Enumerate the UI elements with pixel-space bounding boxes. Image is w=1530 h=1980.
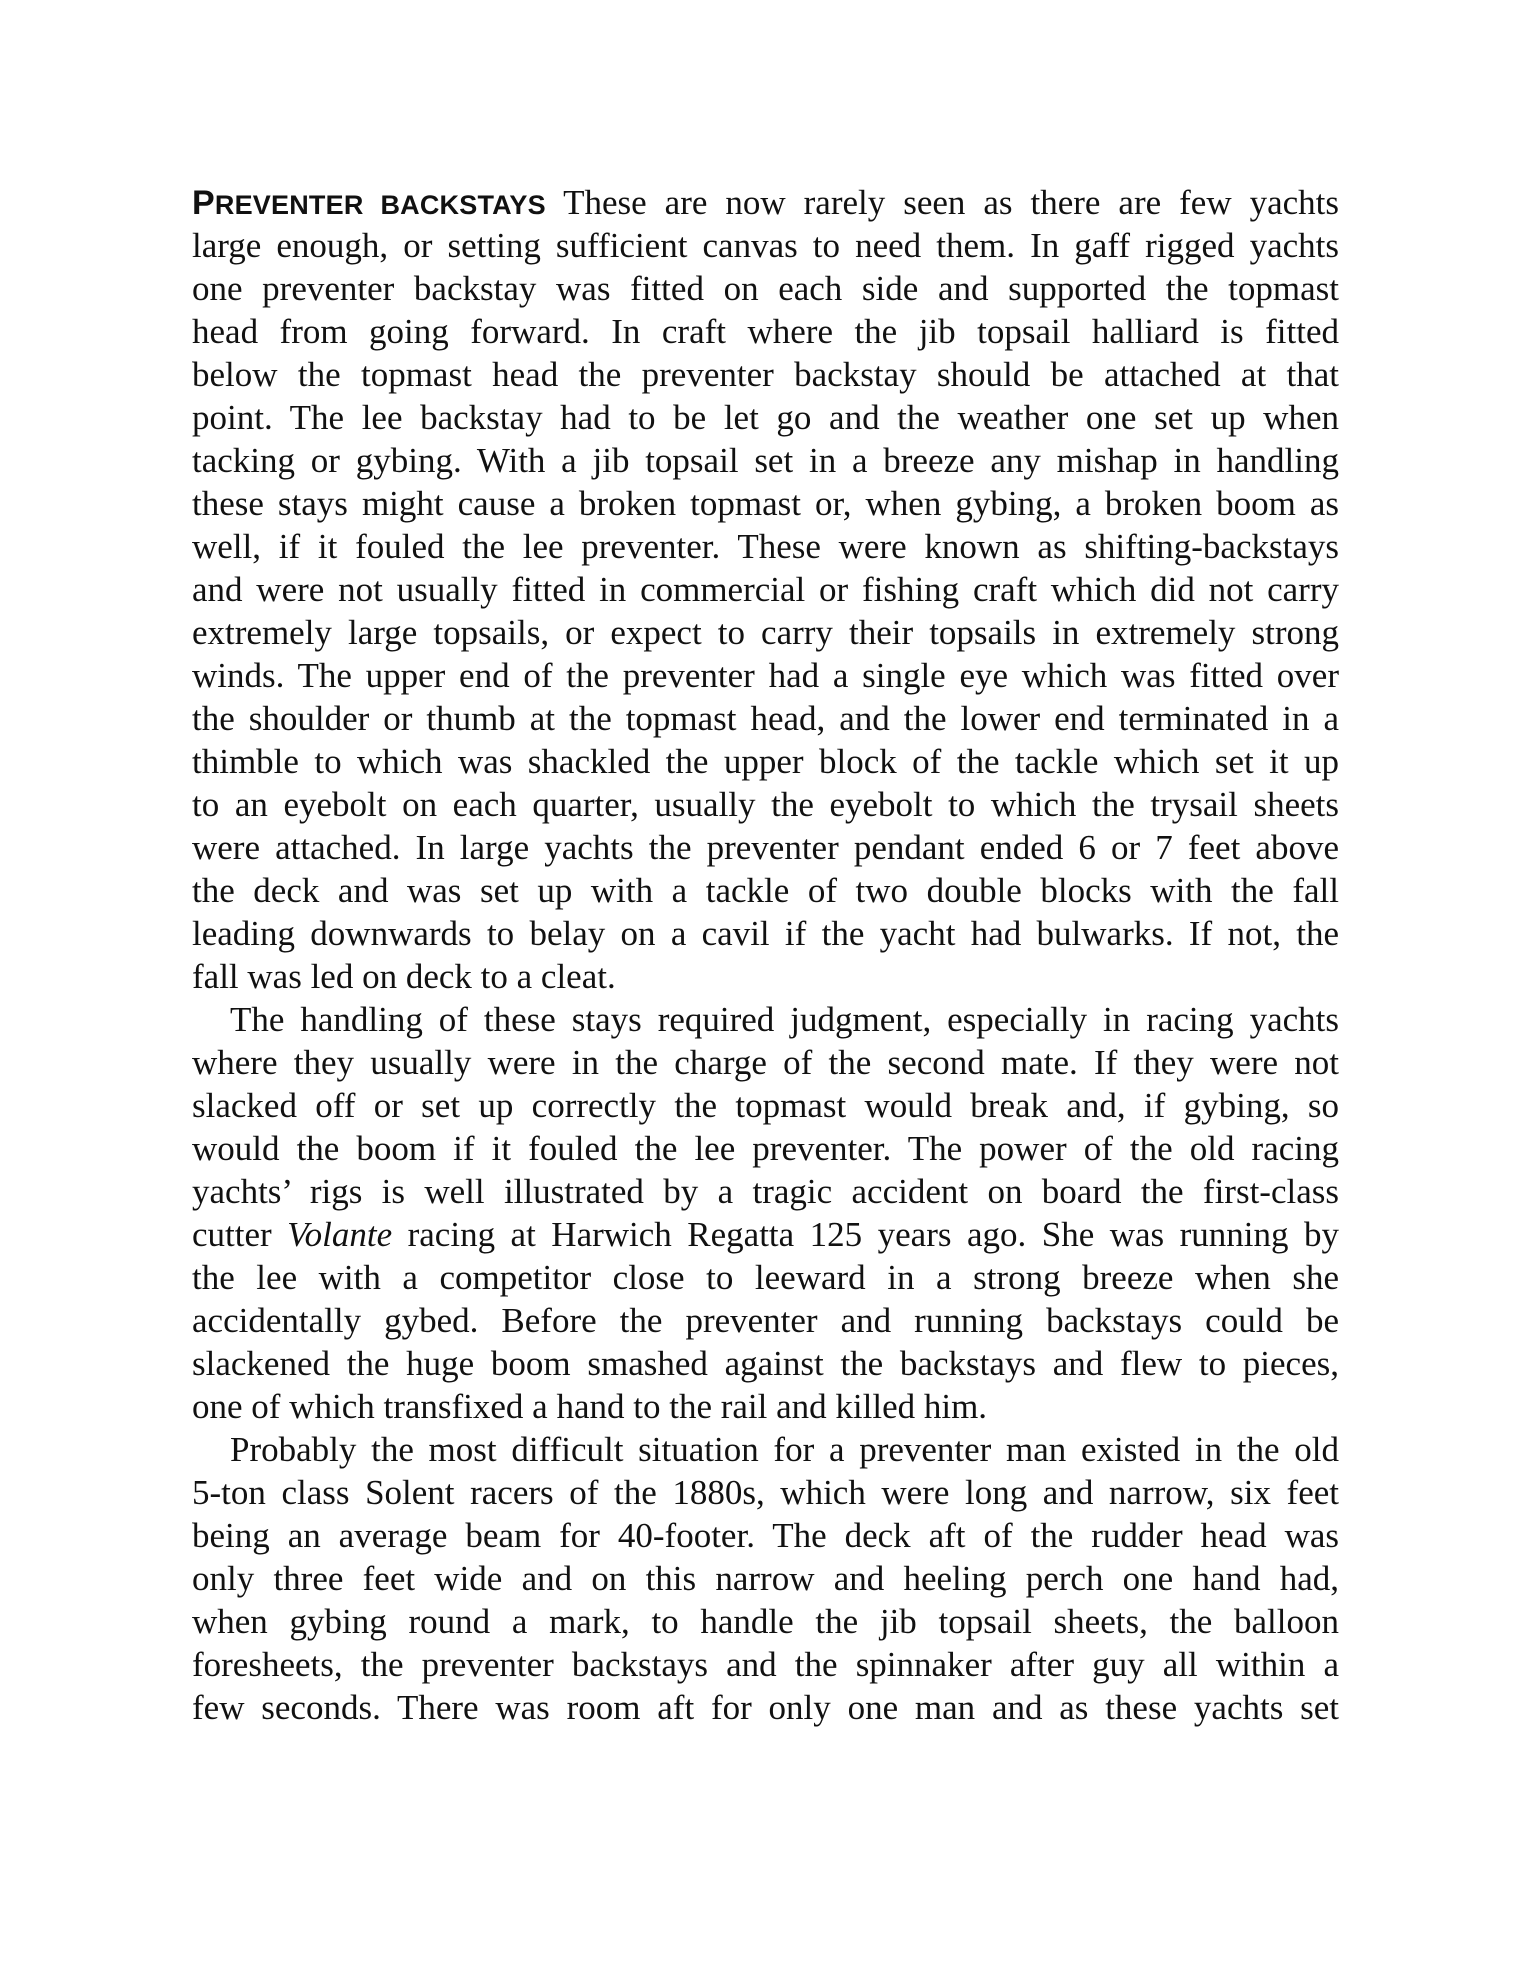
text-line: slacked off or set up correctly the topmast would break and, if gybing, so [192,1086,1339,1125]
text-line: being an average beam for 40-footer. The deck aft of the rudder head was [192,1516,1339,1555]
text-line: the shoulder or thumb at the topmast head, and the lower end terminated in a [192,699,1339,738]
text-line: one of which transfixed a hand to the rail and killed him. [192,1387,988,1426]
text-line: well, if it fouled the lee preventer. These were known as shifting-backstays [192,527,1339,566]
text-line: The handling of these stays required judgment, especially in racing yachts [230,1000,1339,1039]
vessel-name: Volante [287,1215,393,1254]
text-line: PREVENTER BACKSTAYS These are now rarely seen as there are few yachts [192,183,1339,222]
text-line: were attached. In large yachts the preventer pendant ended 6 or 7 feet above [192,828,1339,867]
text-line: tacking or gybing. With a jib topsail set in a breeze any mishap in handling [192,441,1339,480]
paragraph-solent-racers [192,1428,1339,1729]
section-run-in-heading: PREVENTER BACKSTAYS [192,184,546,222]
text-line: when gybing round a mark, to handle the jib topsail sheets, the balloon [192,1602,1339,1641]
text-line: the lee with a competitor close to leeward in a strong breeze when she [192,1258,1339,1297]
text-line: foresheets, the preventer backstays and the spinnaker after guy all within a [192,1645,1339,1684]
text-line: only three feet wide and on this narrow and heeling perch one hand had, [192,1559,1339,1598]
text-line: yachts’ rigs is well illustrated by a tragic accident on board the first-class [192,1172,1339,1211]
text-line: the deck and was set up with a tackle of two double blocks with the fall [192,871,1339,910]
text-line: few seconds. There was room aft for only one man and as these yachts set [192,1688,1339,1727]
text-line: head from going forward. In craft where the jib topsail halliard is fitted [192,312,1339,351]
text-line: one preventer backstay was fitted on each side and supported the topmast [192,269,1339,308]
text-line: thimble to which was shackled the upper block of the tackle which set it up [192,742,1339,781]
text-line: extremely large topsails, or expect to carry their topsails in extremely strong [192,613,1339,652]
text-line: to an eyebolt on each quarter, usually the eyebolt to which the trysail sheets [192,785,1339,824]
text-line: winds. The upper end of the preventer had a single eye which was fitted over [192,656,1339,695]
text-line: 5-ton class Solent racers of the 1880s, which were long and narrow, six feet [192,1473,1339,1512]
text-line: large enough, or setting sufficient canvas to need them. In gaff rigged yachts [192,226,1339,265]
text-line: leading downwards to belay on a cavil if the yacht had bulwarks. If not, the [192,914,1339,953]
text-line: would the boom if it fouled the lee preventer. The power of the old racing [192,1129,1339,1168]
text-line: slackened the huge boom smashed against the backstays and flew to pieces, [192,1344,1339,1383]
paragraph-preventer-backstays [192,181,1339,998]
paragraph-handling [192,998,1339,1428]
text-line: accidentally gybed. Before the preventer and running backstays could be [192,1301,1339,1340]
text-line: point. The lee backstay had to be let go and the weather one set up when [192,398,1339,437]
document-page [192,181,1339,1729]
text-line: fall was led on deck to a cleat. [192,957,616,996]
text-line: cutter Volante racing at Harwich Regatta 125 years ago. She was running by [192,1215,1339,1254]
text-line: these stays might cause a broken topmast or, when gybing, a broken boom as [192,484,1339,523]
text-line: below the topmast head the preventer backstay should be attached at that [192,355,1339,394]
text-line: and were not usually fitted in commercial or fishing craft which did not carry [192,570,1339,609]
text-line: Probably the most difficult situation for a preventer man existed in the old [230,1430,1339,1469]
text-line: where they usually were in the charge of the second mate. If they were not [192,1043,1339,1082]
